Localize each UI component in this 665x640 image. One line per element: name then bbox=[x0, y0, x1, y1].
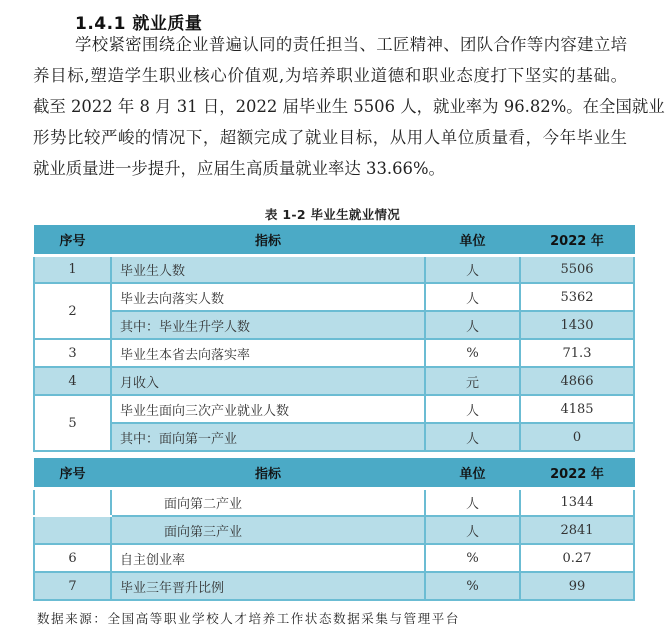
cell-unit: 人 bbox=[425, 488, 520, 516]
cell-value: 0 bbox=[520, 423, 634, 451]
paragraph-line-3: 截至 2022 年 8 月 31 日，2022 届毕业生 5506 人，就业率为 96.82%。在全国就业 bbox=[33, 97, 665, 116]
data-source-note: 数据来源：全国高等职业学校人才培养工作状态数据采集与管理平台 bbox=[37, 611, 461, 626]
cell-no bbox=[34, 516, 111, 544]
cell-unit: 元 bbox=[425, 367, 520, 395]
cell-value: 5362 bbox=[520, 283, 634, 311]
table-row bbox=[34, 572, 634, 600]
cell-no: 6 bbox=[34, 544, 111, 572]
paragraph-line-4: 形势比较严峻的情况下，超额完成了就业目标，从用人单位质量看，今年毕业生 bbox=[33, 128, 627, 147]
table-header-row bbox=[34, 458, 634, 488]
cell-indicator: 自主创业率 bbox=[111, 544, 425, 572]
table-row bbox=[34, 367, 634, 395]
table-row bbox=[34, 255, 634, 283]
cell-no bbox=[34, 488, 111, 516]
header-indicator: 指标 bbox=[111, 225, 425, 255]
header-no: 序号 bbox=[34, 458, 111, 488]
cell-indicator: 面向第三产业 bbox=[111, 516, 425, 544]
header-unit: 单位 bbox=[425, 458, 520, 488]
table-row bbox=[34, 339, 634, 367]
cell-unit: % bbox=[425, 544, 520, 572]
cell-no: 3 bbox=[34, 339, 111, 367]
cell-no: 4 bbox=[34, 367, 111, 395]
cell-unit: 人 bbox=[425, 283, 520, 311]
cell-value: 71.3 bbox=[520, 339, 634, 367]
section-heading: 1.4.1 就业质量 bbox=[75, 14, 203, 34]
header-year: 2022 年 bbox=[520, 458, 634, 488]
employment-table-part-1 bbox=[33, 225, 635, 452]
cell-unit: % bbox=[425, 339, 520, 367]
cell-value: 5506 bbox=[520, 255, 634, 283]
table-row bbox=[34, 283, 634, 311]
table-row bbox=[34, 423, 634, 451]
table-row bbox=[34, 311, 634, 339]
header-no: 序号 bbox=[34, 225, 111, 255]
cell-indicator: 毕业生面向三次产业就业人数 bbox=[111, 395, 425, 423]
cell-unit: 人 bbox=[425, 395, 520, 423]
cell-value: 0.27 bbox=[520, 544, 634, 572]
cell-value: 2841 bbox=[520, 516, 634, 544]
table-row bbox=[34, 488, 634, 516]
paragraph-line-1: 学校紧密围绕企业普遍认同的责任担当、工匠精神、团队合作等内容建立培 bbox=[75, 35, 627, 54]
cell-unit: 人 bbox=[425, 516, 520, 544]
cell-unit: 人 bbox=[425, 311, 520, 339]
cell-indicator: 毕业生本省去向落实率 bbox=[111, 339, 425, 367]
paragraph-line-5: 就业质量进一步提升，应届生高质量就业率达 33.66%。 bbox=[33, 159, 445, 178]
cell-unit: 人 bbox=[425, 255, 520, 283]
cell-value: 1430 bbox=[520, 311, 634, 339]
table-header-row bbox=[34, 225, 634, 255]
cell-indicator: 其中：面向第一产业 bbox=[111, 423, 425, 451]
header-year: 2022 年 bbox=[520, 225, 634, 255]
table-row bbox=[34, 544, 634, 572]
header-unit: 单位 bbox=[425, 225, 520, 255]
cell-value: 1344 bbox=[520, 488, 634, 516]
cell-indicator: 其中：毕业生升学人数 bbox=[111, 311, 425, 339]
cell-indicator: 月收入 bbox=[111, 367, 425, 395]
header-indicator: 指标 bbox=[111, 458, 425, 488]
paragraph-line-2: 养目标,塑造学生职业核心价值观,为培养职业道德和职业态度打下坚实的基础。 bbox=[33, 66, 627, 85]
table-row bbox=[34, 516, 634, 544]
cell-indicator: 毕业三年晋升比例 bbox=[111, 572, 425, 600]
cell-indicator: 面向第二产业 bbox=[111, 488, 425, 516]
cell-no: 1 bbox=[34, 255, 111, 283]
cell-unit: % bbox=[425, 572, 520, 600]
cell-value: 4866 bbox=[520, 367, 634, 395]
cell-value: 4185 bbox=[520, 395, 634, 423]
cell-no: 5 bbox=[34, 395, 111, 451]
table-row bbox=[34, 395, 634, 423]
cell-unit: 人 bbox=[425, 423, 520, 451]
cell-indicator: 毕业去向落实人数 bbox=[111, 283, 425, 311]
employment-table-part-2 bbox=[33, 458, 635, 601]
cell-value: 99 bbox=[520, 572, 634, 600]
cell-indicator: 毕业生人数 bbox=[111, 255, 425, 283]
cell-no: 7 bbox=[34, 572, 111, 600]
cell-no: 2 bbox=[34, 283, 111, 339]
table-caption: 表 1-2 毕业生就业情况 bbox=[264, 207, 401, 222]
